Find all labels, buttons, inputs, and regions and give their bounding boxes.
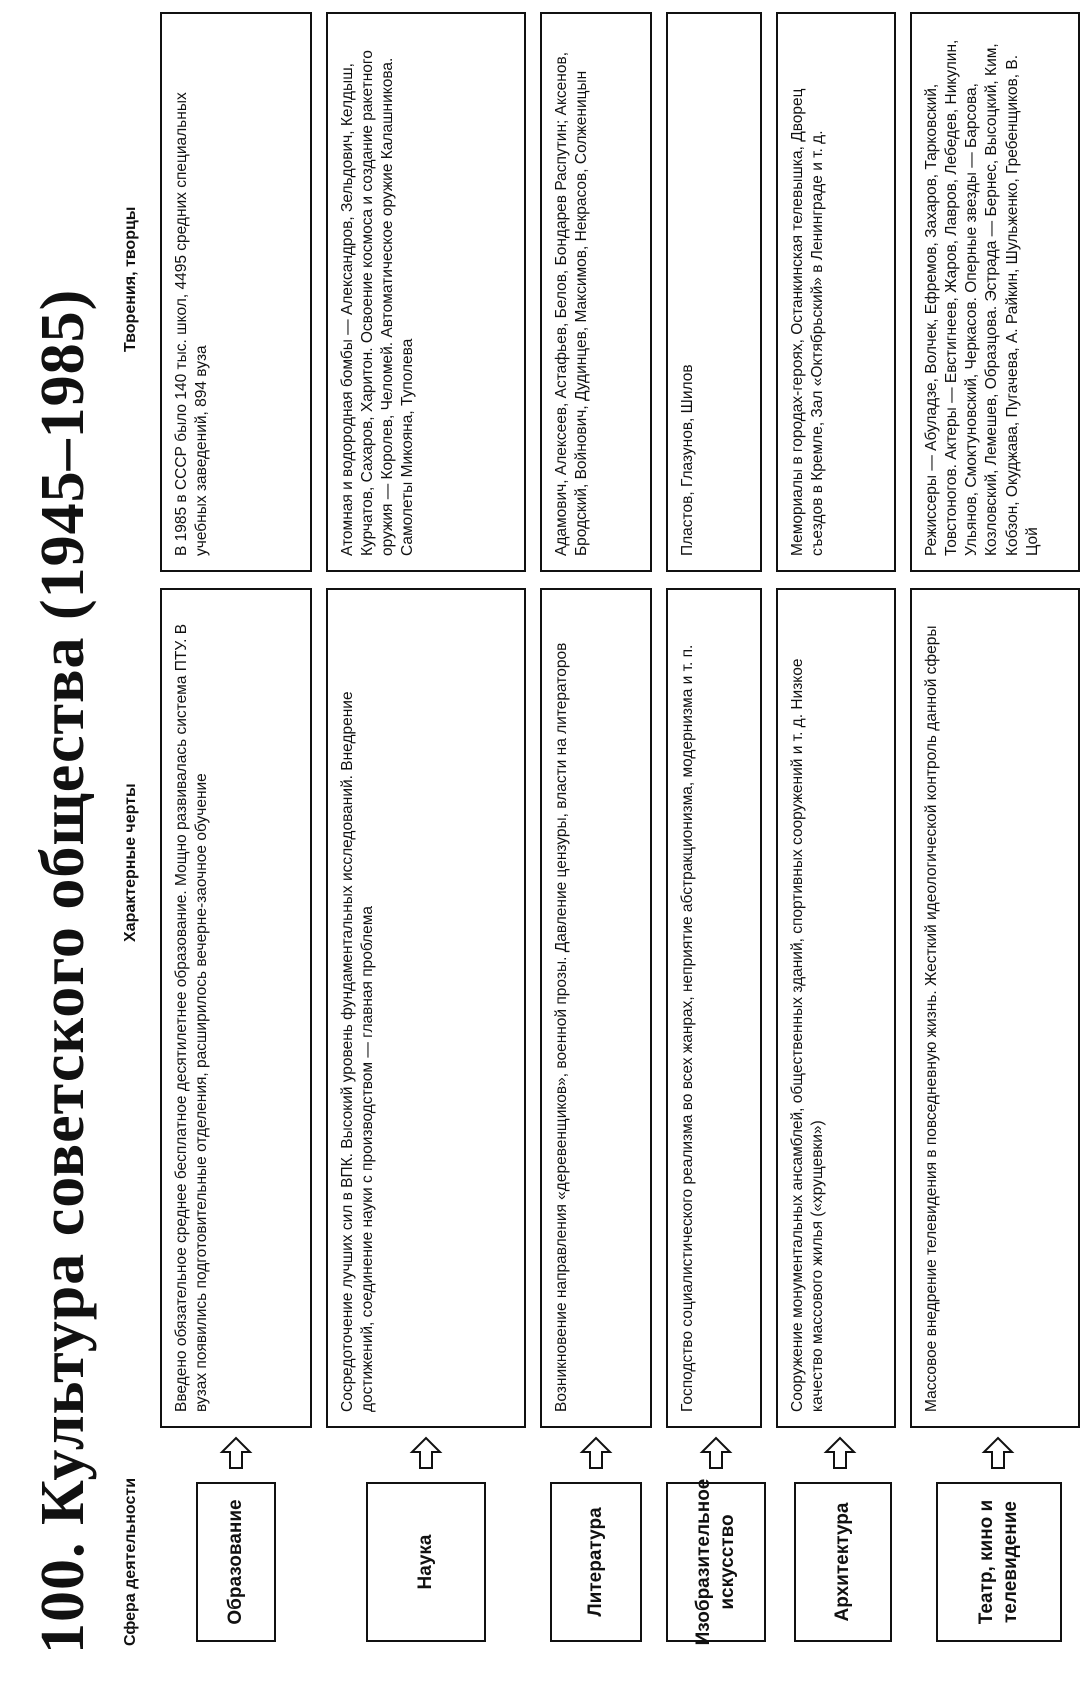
sphere-fine-art: Изобразительное искусство — [666, 1482, 766, 1642]
works-fine-art: Пластов, Глазунов, Шилов — [666, 12, 762, 572]
features-literature: Возникновение направления «деревенщиков», военной прозы. Давление цензуры, власти на литераторов — [540, 588, 652, 1428]
works-science: Атомная и водородная бомбы — Александров, Зельдович, Келдыш, Курчатов, Сахаров, Харитон. Освоение космоса и создание ракетного оружия — Королев, Челомей. Автоматическое оружие Калашникова. Самолеты Микояна, Туполева — [326, 12, 526, 572]
features-science: Сосредоточение лучших сил в ВПК. Высокий уровень фундаментальных исследований. Внедрение достижений, соединение науки с производством — главная проблема — [326, 588, 526, 1428]
arrow-right-icon — [823, 1436, 857, 1470]
arrow-right-icon — [699, 1436, 733, 1470]
sphere-science: Наука — [366, 1482, 486, 1642]
sphere-education: Образование — [196, 1482, 276, 1642]
page-title: 100. Культура советского общества (1945–1985) — [29, 288, 97, 1654]
arrow-right-icon — [219, 1436, 253, 1470]
works-literature: Адамович, Алексеев, Астафьев, Белов, Бондарев Распутин; Аксенов, Бродский, Войнович, Дудинцев, Максимов, Некрасов, Солженицын — [540, 12, 652, 572]
header-sphere: Сфера деятельности — [122, 1477, 139, 1646]
header-works: Творения, творцы — [122, 206, 139, 352]
arrow-right-icon — [579, 1436, 613, 1470]
features-theatre-cinema-tv: Массовое внедрение телевидения в повседневную жизнь. Жесткий идеологической контроль данной сферы — [910, 588, 1080, 1428]
sphere-architecture: Архитектура — [794, 1482, 892, 1642]
sphere-literature: Литература — [550, 1482, 642, 1642]
sphere-theatre-cinema-tv: Театр, кино и телевидение — [936, 1482, 1062, 1642]
features-architecture: Сооружение монументальных ансамблей, общественных зданий, спортивных сооружений и т. д. Низкое качество массового жилья («хрущевки») — [776, 588, 896, 1428]
works-education: В 1985 в СССР было 140 тыс. школ, 4495 средних специальных учебных заведений, 894 вуза — [160, 12, 312, 572]
header-features: Характерные черты — [122, 783, 139, 942]
works-theatre-cinema-tv: Режиссеры — Абуладзе, Волчек, Ефремов, Захаров, Тарковский, Товстоногов. Актеры — Евстигнеев, Жаров, Лавров, Лебедев, Никулин, Ульянов, Смоктуновский, Черкасов. Оперные звезды — Барсова, Козловский, Лемешев, Образцова. Эстрада — Бернес, Высоцкий, Ким, Кобзон, Окуджава, Пугачева, А. Райкин, Шульженко, Гребенщиков, В. Цой — [910, 12, 1080, 572]
arrow-right-icon — [981, 1436, 1015, 1470]
features-fine-art: Господство социалистического реализма во всех жанрах, неприятие абстракционизма, модернизма и т. п. — [666, 588, 762, 1428]
arrow-right-icon — [409, 1436, 443, 1470]
features-education: Введено обязательное среднее бесплатное десятилетнее образование. Мощно развивалась система ПТУ. В вузах появились подготовительные отделения, расширилось вечерне-заочное обучение — [160, 588, 312, 1428]
works-architecture: Мемориалы в городах-героях, Останкинская телевышка, Дворец съездов в Кремле, Зал «Октябрьский» в Ленинграде и т. д. — [776, 12, 896, 572]
